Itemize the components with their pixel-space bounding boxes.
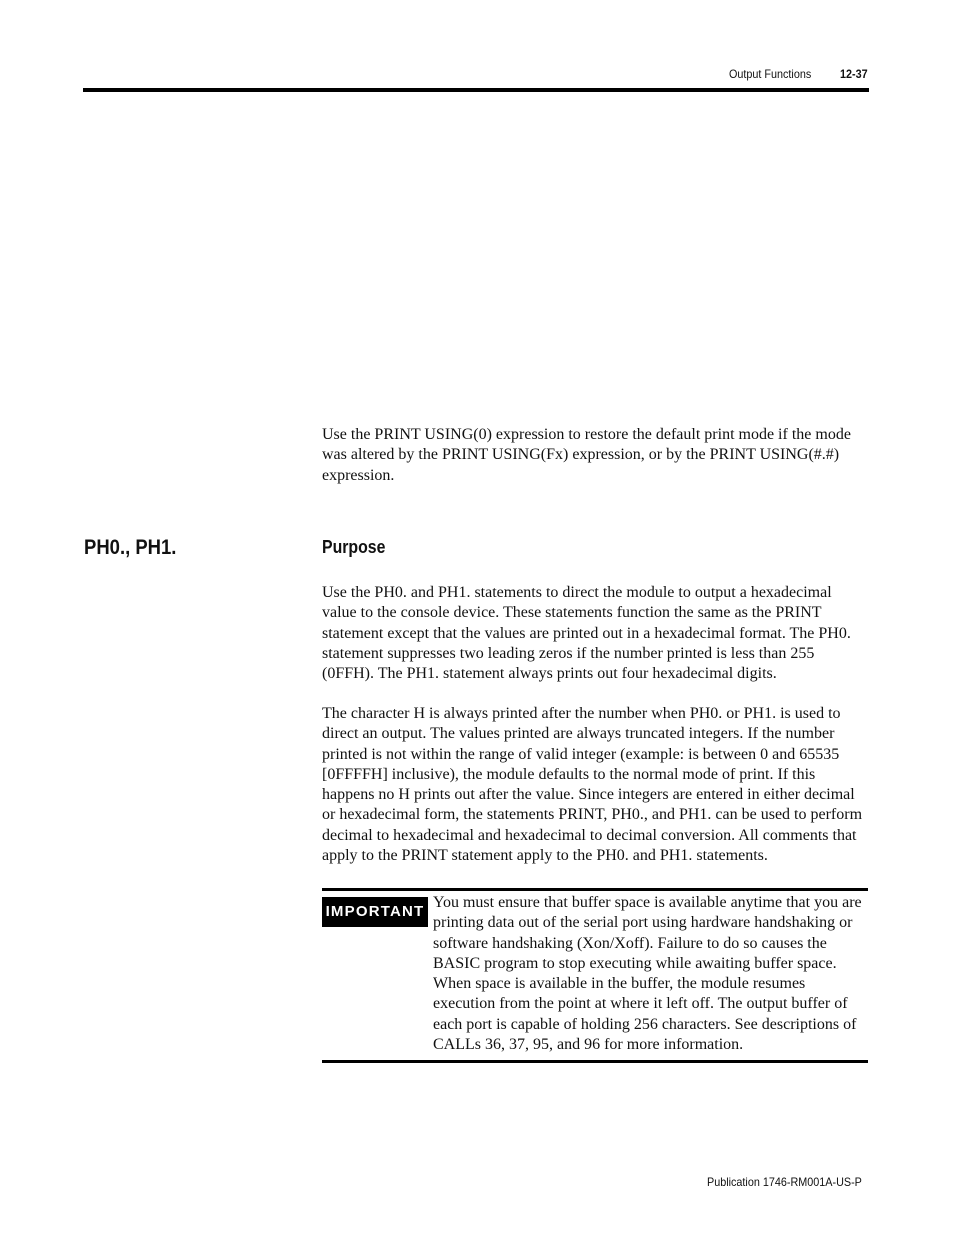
important-note-top-rule xyxy=(322,888,868,891)
header-rule xyxy=(83,88,869,92)
purpose-paragraph-2: The character H is always printed after the number when PH0. or PH1. is used to direct an output. The values printed are always truncated integers. If the number printed is not within the range of valid integer (example: is between 0 and 65535 [0FFFFH] inclusive), the module defaults to the normal mode of print. If this happens no H prints out after the value. Since integers are entered in either decimal or hexadecimal form, the statements PRINT, PH0., and PH1. can be used to perform decimal to hexadecimal and hexadecimal to decimal conversion. All comments that apply to the PRINT statement apply to the PH0. and PH1. statements. xyxy=(322,705,863,865)
purpose-paragraph-1: Use the PH0. and PH1. statements to direct the module to output a hexadecimal value to the console device. These statements function the same as the PRINT statement except that the values are printed out in a hexadecimal format. The PH0. statement suppresses two leading zeros if the number printed is less than 255 (0FFH). The PH1. statement always prints out four hexadecimal digits. xyxy=(322,584,851,683)
intro-paragraph: Use the PRINT USING(0) expression to restore the default print mode if the mode was altered by the PRINT USING(Fx) expression, or by the PRINT USING(#.#) expression. xyxy=(322,426,851,484)
important-label-badge: IMPORTANT xyxy=(322,897,428,927)
important-note-text: You must ensure that buffer space is available anytime that you are printing data out of the serial port using hardware handshaking or software handshaking (Xon/Xoff). Failure to do so causes the BASIC program to stop executing while awaiting buffer space. When space is available in the buffer, the module resumes execution from the point at where it left off. The output buffer of each port is capable of holding 256 characters. See descriptions of CALLs 36, 37, 95, and 96 for more information. xyxy=(433,894,862,1054)
publication-footer: Publication 1746-RM001A-US-P xyxy=(707,1175,862,1189)
section-title: PH0., PH1. xyxy=(84,536,177,559)
page-number: 12-37 xyxy=(840,67,868,81)
important-note-bottom-rule xyxy=(322,1060,868,1063)
running-header-section-title: Output Functions xyxy=(729,67,812,81)
subsection-title-purpose: Purpose xyxy=(322,537,386,557)
